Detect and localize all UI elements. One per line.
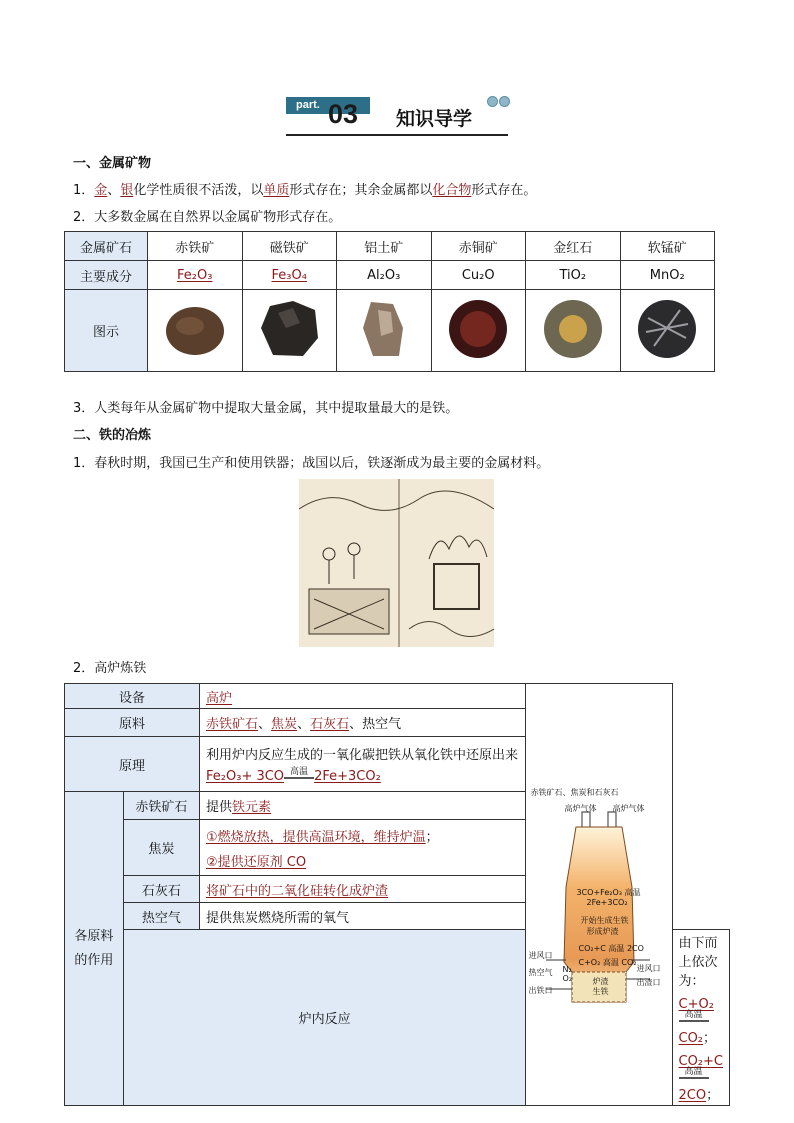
formula: MnO₂: [620, 261, 715, 290]
bauxite-image: [353, 298, 415, 360]
underlined-text: CO₂+C: [678, 1054, 723, 1069]
row-label-component: 主要成分: [65, 261, 148, 290]
text: 形式存在；其余金属都以: [289, 183, 433, 198]
principle-label: 原理: [65, 737, 200, 792]
air-inlet-right-label: 进风口: [636, 964, 661, 973]
blast-furnace-table: [64, 683, 730, 1106]
principle-value: [200, 737, 526, 792]
reaction-eq-1: [679, 997, 724, 1046]
underlined-text: 2Fe+3CO₂: [314, 769, 381, 784]
underlined-text: + 3CO: [241, 769, 285, 784]
section-1-paragraph-1: [73, 179, 536, 198]
underlined-text: 单质: [263, 183, 290, 198]
underlined-text: 铁元素: [232, 800, 272, 815]
text: 化学性质很不活泼，以: [133, 183, 264, 198]
formula: Cu₂O: [431, 261, 526, 290]
row-label-image: 图示: [65, 290, 148, 372]
role-name: 焦炭: [123, 820, 199, 876]
underlined-text: 焦炭: [271, 717, 298, 732]
text: 、: [107, 183, 121, 198]
roles-label: 各原料的作用: [65, 792, 124, 1106]
section-2-title: 二、铁的冶炼: [73, 428, 152, 443]
mineral-name: 磁铁矿: [242, 232, 337, 261]
formula: TiO₂: [526, 261, 621, 290]
text: 3CO+Fe₂O₃: [576, 888, 622, 897]
gas-right-label: 高炉气体: [612, 804, 645, 813]
underlined-text: 赤铁矿石: [206, 717, 259, 732]
underlined-text: CO₂: [678, 1031, 704, 1046]
underlined-text: 2CO: [678, 1088, 707, 1103]
furnace-diagram: [526, 727, 671, 1062]
cuprite-image: [447, 298, 509, 360]
furnace-eq2: [578, 943, 643, 954]
part-badge: [286, 97, 370, 129]
mineral-name: 赤铁矿: [148, 232, 243, 261]
section-1-paragraph-3: 3．人类每年从金属矿物中提取大量金属，其中提取量最大的是铁。: [73, 401, 459, 416]
furnace-eq1-product: 2Fe+3CO₂: [586, 898, 628, 907]
furnace-eq1: [576, 887, 640, 898]
mineral-name: 赤铜矿: [431, 232, 526, 261]
equipment-value: 高炉: [206, 690, 233, 706]
mineral-name: 软锰矿: [620, 232, 715, 261]
role-name: 石灰石: [123, 876, 199, 903]
underlined-text: 金: [94, 183, 108, 198]
mineral-name: 金红石: [526, 232, 621, 261]
role-value: 提供焦炭燃烧所需的氧气: [200, 903, 526, 930]
underlined-text: Fe₂O₃: [206, 769, 242, 784]
text: 高温: [624, 888, 641, 897]
role-value: [200, 792, 526, 820]
underlined-text: ①燃烧放热，提供高温环境，维持炉温: [206, 829, 426, 845]
text: CO₂: [621, 958, 637, 967]
section-2-paragraph-2: 2．高炉炼铁: [73, 661, 147, 676]
condition-label: 高温: [679, 1067, 709, 1079]
decorative-dots-icon: [487, 96, 511, 111]
materials-value: [200, 709, 526, 737]
text: 、热空气: [349, 717, 402, 732]
formula: Fe₂O₃: [177, 267, 213, 283]
text: C+O₂: [578, 958, 601, 967]
role-name: 热空气: [123, 903, 199, 930]
reaction-value: [672, 930, 730, 1106]
magnetite-image: [258, 298, 320, 360]
text: 形式存在。: [471, 183, 537, 198]
text: 、: [297, 717, 311, 732]
pig-iron-label: 生铁: [592, 987, 609, 996]
underlined-text: ②提供还原剂 CO: [206, 854, 307, 870]
iron-outlet-label: 出铁口: [528, 986, 553, 995]
part-label: part.: [286, 97, 370, 114]
condition-label: 高温: [679, 1010, 709, 1022]
mineral-table: [64, 231, 715, 372]
principle-text: 利用炉内反应生成的一氧化碳把铁从氧化铁中还原出来: [206, 748, 519, 763]
text: CO₂+C: [578, 944, 606, 953]
equipment-label: 设备: [65, 684, 200, 709]
pyrolusite-image: [636, 298, 698, 360]
text: ；: [425, 829, 439, 845]
furnace-form2: 形成炉渣: [586, 927, 619, 936]
n2-label: N₂: [562, 965, 572, 974]
furnace-diagram-cell: [526, 684, 672, 1106]
underlined-text: 将矿石中的二氧化硅转化成炉渣: [206, 883, 389, 899]
text: 2CO: [626, 944, 644, 953]
text: ；: [703, 1031, 717, 1046]
text: 、: [258, 717, 272, 732]
furnace-top-label: 赤铁矿石、焦炭和石灰石: [530, 788, 619, 797]
row-label-mineral: 金属矿石: [65, 232, 148, 261]
hematite-image: [164, 298, 226, 360]
materials-label: 原料: [65, 709, 200, 737]
slag-outlet-label: 出渣口: [636, 978, 661, 987]
slag-label: 炉渣: [592, 977, 609, 986]
rutile-image: [542, 298, 604, 360]
part-number: 03: [328, 99, 359, 129]
gas-left-label: 高炉气体: [564, 804, 597, 813]
principle-equation: [206, 769, 519, 784]
underlined-text: 银: [120, 183, 134, 198]
section-1-title: 一、金属矿物: [73, 156, 152, 171]
header-underline: [286, 134, 508, 136]
role-value: [200, 820, 526, 876]
underlined-text: C+O₂: [678, 997, 714, 1012]
text: 1．: [73, 183, 95, 198]
page-title: 知识导学: [396, 108, 473, 130]
mineral-name: 铝土矿: [337, 232, 432, 261]
reaction-eq-2: [679, 1054, 724, 1103]
text: 高温: [602, 958, 619, 967]
reaction-label: 炉内反应: [123, 930, 526, 1106]
section-2-paragraph-1: 1．春秋时期，我国已生产和使用铁器；战国以后，铁逐渐成为最主要的金属材料。: [73, 456, 550, 471]
hot-air-label: 热空气: [528, 968, 553, 977]
formula: Fe₃O₄: [271, 267, 307, 283]
underlined-text: 石灰石: [310, 717, 350, 732]
o2-label: O₂: [562, 974, 572, 983]
formula: Al₂O₃: [337, 261, 432, 290]
underlined-text: 化合物: [432, 183, 472, 198]
condition-label: 高温: [284, 767, 314, 779]
section-1-paragraph-2: 2．大多数金属在自然界以金属矿物形式存在。: [73, 210, 342, 225]
ancient-ironmaking-illustration: [299, 479, 494, 647]
role-value: [200, 876, 526, 903]
furnace-eq3: [578, 957, 636, 968]
role-name: 赤铁矿石: [123, 792, 199, 820]
text: 高温: [608, 944, 625, 953]
air-inlet-label: 进风口: [528, 951, 553, 960]
text: 提供: [206, 800, 233, 815]
text: ；: [706, 1088, 720, 1103]
reaction-intro: 由下而上依次为：: [678, 936, 718, 989]
furnace-form1: 开始生成生铁: [580, 916, 629, 925]
